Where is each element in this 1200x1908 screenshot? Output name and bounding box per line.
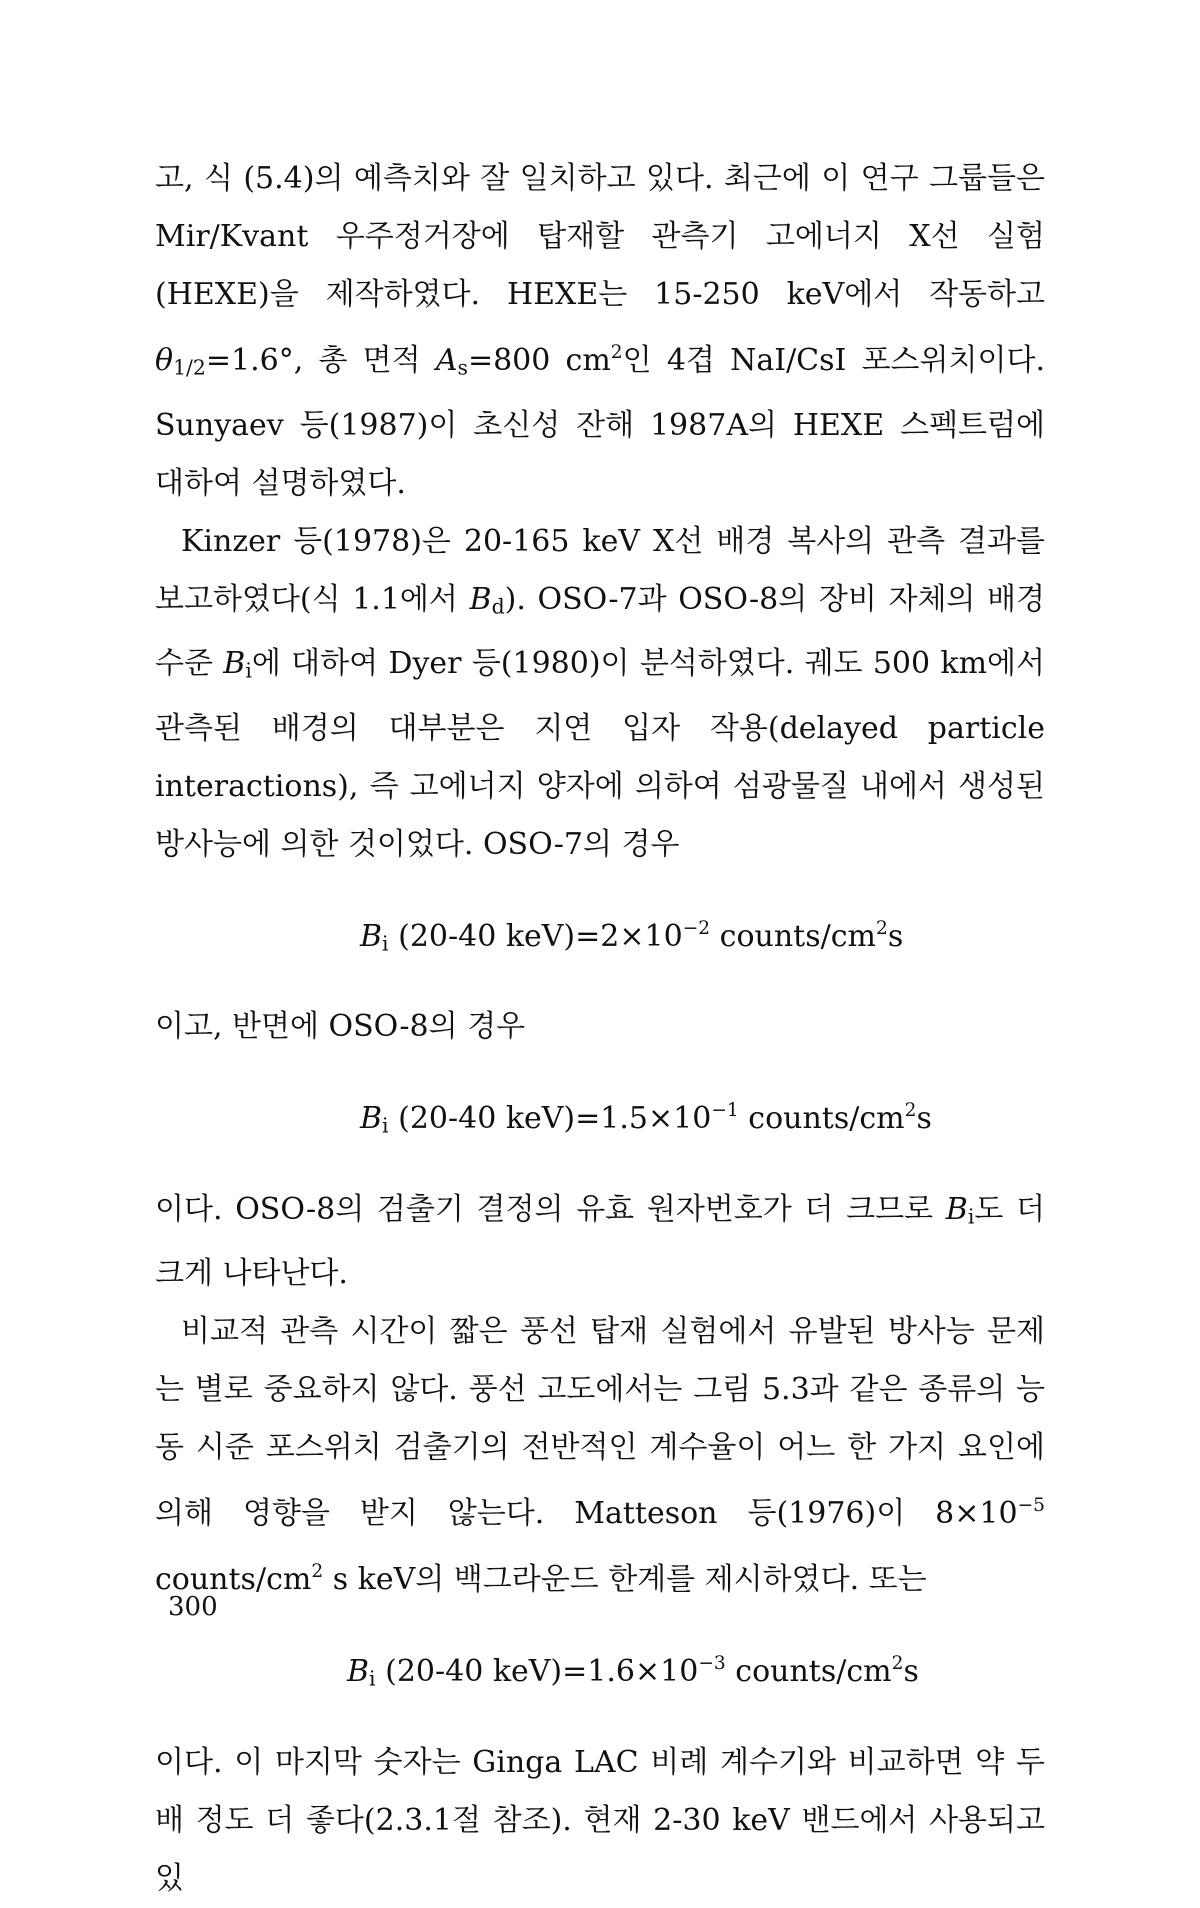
text-run: 이다. 이 마지막 숫자는 Ginga LAC 비례 계수기와 비교하면 약 두 배 정도 더 좋다(2.3.1절 참조). 현재 2-30 keV 밴드에서 사용되고 있 <box>155 1744 1045 1896</box>
theta-symbol: θ <box>155 343 174 379</box>
equation-text: (20-40 keV)=2×10 <box>388 918 683 954</box>
paragraph-kinzer <box>155 513 1045 874</box>
area-symbol: A <box>435 343 458 379</box>
superscript: −5 <box>1017 1495 1045 1517</box>
text-run: =1.6°, 총 면적 <box>205 343 436 379</box>
paragraph-oso8-detector <box>155 1181 1045 1303</box>
text-run: =800 cm <box>467 343 611 379</box>
text-run: 고, 식 (5.4)의 예측치와 잘 일치하고 있다. 최근에 이 연구 그룹들은 Mir/Kvant 우주정거장에 탑재할 관측기 고에너지 X선 실험(HEXE)을 제작하였다. HEXE는 15-250 keV에서 작동하고 <box>155 161 1045 312</box>
equation-unit-exponent: 2 <box>891 1653 904 1675</box>
equation-symbol: B <box>347 1654 370 1690</box>
text-run: Kinzer 등(1978)은 20-165 keV X선 배경 복사의 관측 결과를 보고하였다(식 1.1에서 <box>155 523 1045 617</box>
equation-unit: counts/cm <box>725 1654 892 1690</box>
equation-symbol: B <box>360 918 383 954</box>
background-symbol: B <box>945 1191 968 1227</box>
equation-text: (20-40 keV)=1.5×10 <box>388 1101 712 1137</box>
equation-exponent: −1 <box>711 1100 739 1122</box>
equation-balloon <box>155 1635 1045 1708</box>
background-symbol: B <box>223 646 246 682</box>
equation-unit-exponent: 2 <box>875 917 888 939</box>
page-body <box>155 150 1045 1908</box>
text-run: ). OSO-7과 OSO-8의 장비 자체의 배경 수준 <box>155 581 1045 682</box>
text-run: 비교적 관측 시간이 짧은 풍선 탑재 실험에서 유발된 방사능 문제는 별로 중요하지 않다. 풍선 고도에서는 그림 5.3과 같은 종류의 능동 시준 포스위치 검출기의 전반적인 계수율이 어느 한 가지 요인에 의해 영향을 받지 않는다. Matteson 등(1976)이 8×10 <box>155 1314 1045 1532</box>
equation-oso7 <box>155 900 1045 973</box>
background-subscript: i <box>245 658 252 683</box>
equation-unit-tail: s <box>887 918 904 954</box>
text-run: 인 4겹 NaI/CsI 포스위치이다. Sunyaev 등(1987)이 초신성 잔해 1987A의 HEXE 스펙트럼에 대하여 설명하였다. <box>155 343 1045 501</box>
paragraph-oso8-intro <box>155 998 1045 1056</box>
paragraph-ginga <box>155 1734 1045 1908</box>
equation-unit: counts/cm <box>738 1101 905 1137</box>
equation-unit-exponent: 2 <box>904 1100 917 1122</box>
text-run: 이고, 반면에 OSO-8의 경우 <box>155 1009 526 1045</box>
paragraph-hexe <box>155 150 1045 513</box>
background-subscript: d <box>491 594 505 619</box>
theta-subscript: 1/2 <box>173 355 206 380</box>
text-run: counts/cm <box>155 1562 312 1598</box>
area-subscript: s <box>457 355 468 380</box>
equation-oso8 <box>155 1082 1045 1155</box>
equation-subscript: i <box>382 1113 389 1138</box>
background-symbol: B <box>469 581 492 617</box>
superscript: 2 <box>610 342 623 363</box>
equation-exponent: −2 <box>682 917 711 939</box>
equation-symbol: B <box>360 1101 383 1137</box>
equation-unit-tail: s <box>903 1654 919 1690</box>
page-number: 300 <box>168 1592 218 1622</box>
background-subscript: i <box>967 1204 975 1229</box>
equation-text: (20-40 keV)=1.6×10 <box>375 1654 699 1690</box>
equation-unit-tail: s <box>916 1101 932 1137</box>
paragraph-balloon <box>155 1303 1045 1609</box>
text-run: 이다. OSO-8의 검출기 결정의 유효 원자번호가 더 크므로 <box>155 1191 946 1227</box>
text-run: 도 더 크게 나타난다. <box>155 1191 1045 1292</box>
equation-subscript: i <box>369 1666 376 1691</box>
equation-subscript: i <box>382 931 389 956</box>
text-run: s keV의 백그라운드 한계를 제시하였다. 또는 <box>323 1562 927 1598</box>
equation-unit: counts/cm <box>710 918 876 954</box>
text-run: 에 대하여 Dyer 등(1980)이 분석하였다. 궤도 500 km에서 관측된 배경의 대부분은 지연 입자 작용(delayed particle interactions), 즉 고에너지 양자에 의하여 섬광물질 내에서 생성된 방사능에 의한 것이었다. OSO-7의 경우 <box>155 646 1046 862</box>
equation-exponent: −3 <box>698 1653 726 1675</box>
superscript: 2 <box>311 1561 324 1583</box>
